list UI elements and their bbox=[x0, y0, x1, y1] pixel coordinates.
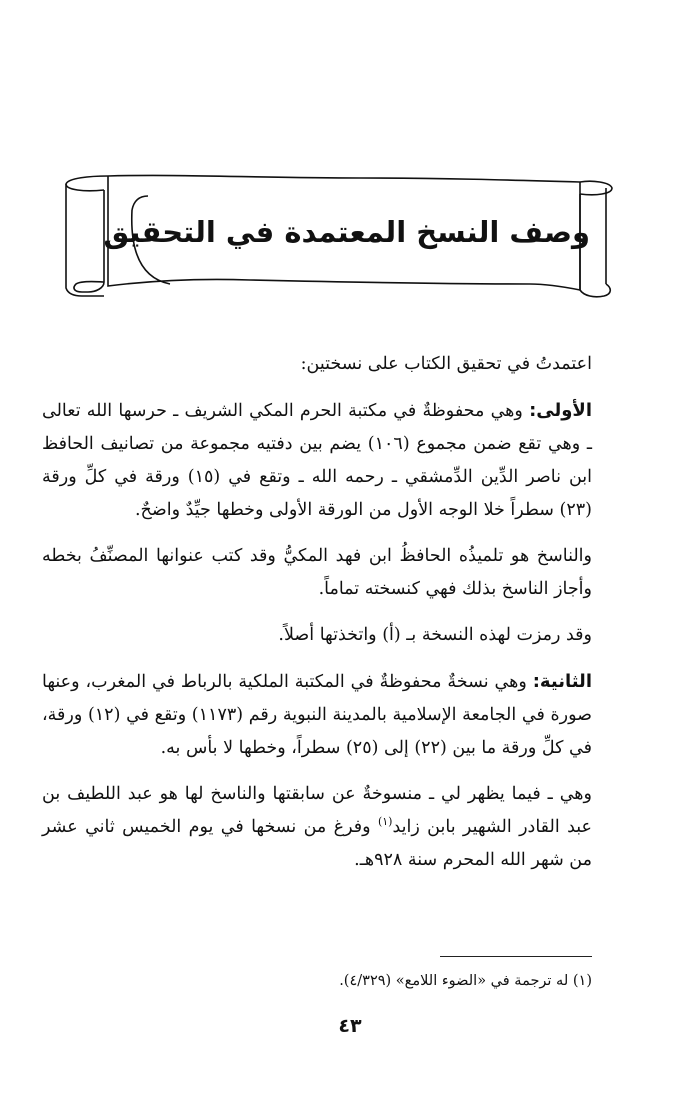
footnote-reference[interactable]: (١) bbox=[377, 815, 393, 829]
second-copy-text: وهي نسخةٌ محفوظةٌ في المكتبة الملكية بالرباط في المغرب، وعنها صورة في الجامعة الإسلامية بالمدينة النبوية رقم (١١٧٣) وتقع في (١٢) ورقة، في كلِّ ورقة ما بين (٢٢) إلى (٢٥) سطراً، وخطها لا بأس به. bbox=[42, 672, 592, 758]
third-paragraph bbox=[42, 778, 592, 877]
first-copy-heading: الأولى: bbox=[529, 400, 592, 421]
third-text-b: وفرغ من نسخها في يوم الخميس ثاني عشر من شهر الله المحرم سنة ٩٢٨هـ. bbox=[42, 817, 592, 870]
second-copy-heading: الثانية: bbox=[532, 671, 592, 692]
title-scroll-banner bbox=[60, 170, 615, 302]
symbol-paragraph: وقد رمزت لهذه النسخة بـ (أ) واتخذتها أصلاً. bbox=[278, 625, 592, 645]
copyist-paragraph: والناسخ هو تلميذُه الحافظُ ابن فهد المكيُّ وقد كتب عنوانها المصنِّفُ بخطه وأجاز الناسخ بذلك فهي كنسخته تماماً. bbox=[42, 546, 592, 599]
footnote: (١) له ترجمة في «الضوء اللامع» (٤/٣٢٩). bbox=[339, 973, 592, 989]
page-title: وصف النسخ المعتمدة في التحقيق bbox=[103, 215, 590, 249]
page-number: ٤٣ bbox=[338, 1015, 362, 1037]
first-copy-paragraph bbox=[42, 394, 592, 527]
body-text bbox=[42, 348, 592, 877]
intro-paragraph: اعتمدتُ في تحقيق الكتاب على نسختين: bbox=[300, 354, 592, 374]
third-text-a: وهي ـ فيما يظهر لي ـ منسوخةٌ عن سابقتها والناسخ لها هو عبد اللطيف بن عبد القادر الشهير بابن زايد bbox=[42, 784, 592, 837]
second-copy-paragraph bbox=[42, 665, 592, 765]
first-copy-text: وهي محفوظةٌ في مكتبة الحرم المكي الشريف ـ حرسها الله تعالى ـ وهي تقع ضمن مجموع (١٠٦) يضم بين دفتيه مجموعة من تصانيف الحافظ ابن ناصر الدِّين الدِّمشقي ـ رحمه الله ـ وتقع في (١٥) ورقة في كلِّ ورقة (٢٣) سطراً خلا الوجه الأول من الورقة الأولى وخطها جيِّدٌ واضحٌ. bbox=[42, 401, 593, 520]
footnote-divider bbox=[440, 956, 592, 957]
